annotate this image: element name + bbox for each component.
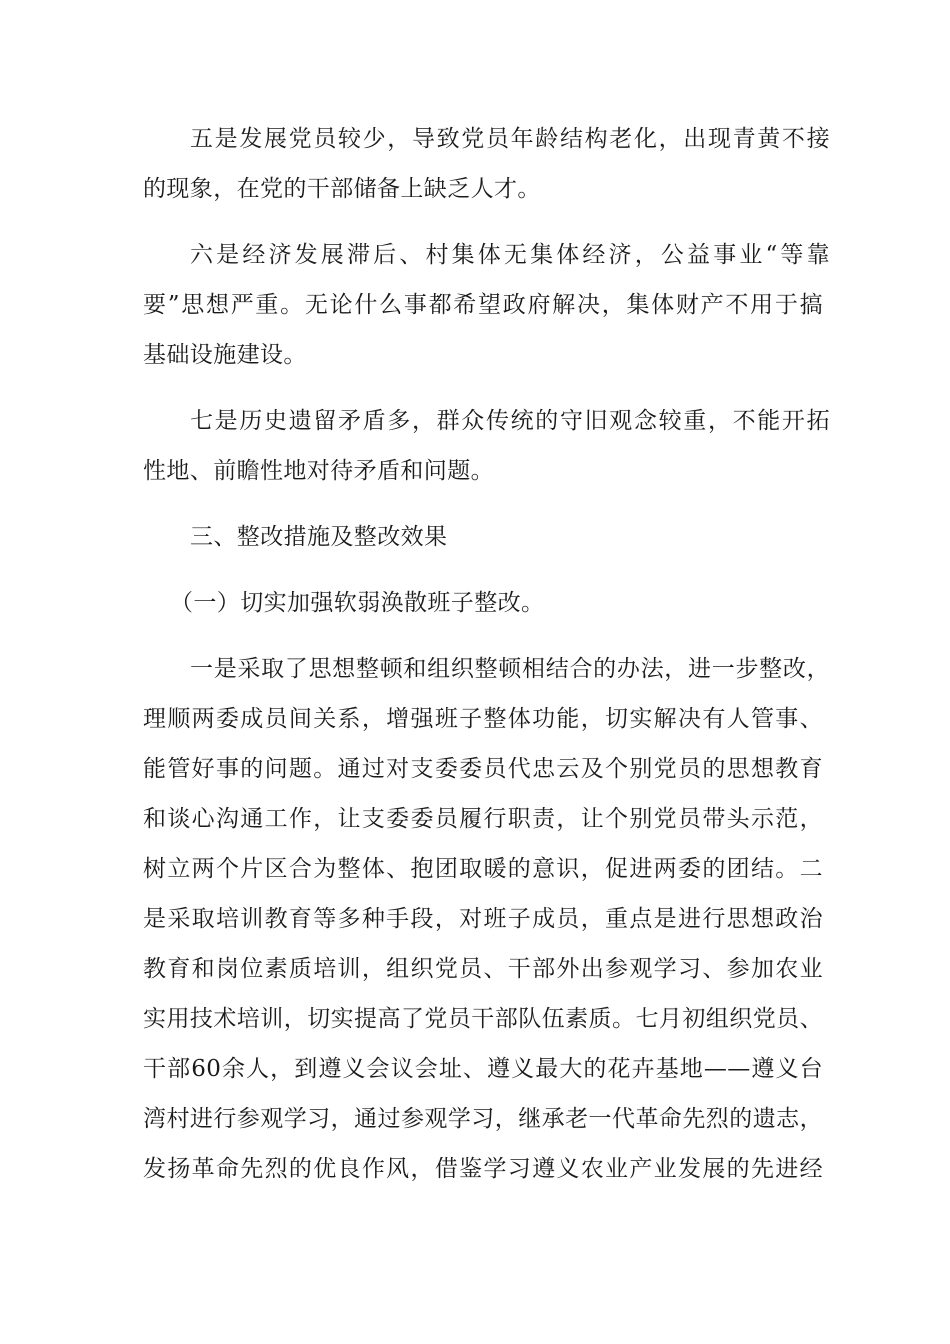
body-line-9: 干部60余人，到遵义会议会址、遵义最大的花卉基地——遵义台 [143, 1056, 823, 1082]
body-line-1: 一是采取了思想整顿和组织整顿相结合的办法，进一步整改， [190, 656, 830, 682]
paragraph-6-line-1: 六是经济发展滞后、村集体无集体经济，公益事业“等靠 [190, 242, 830, 268]
paragraph-7-line-1: 七是历史遗留矛盾多，群众传统的守旧观念较重，不能开拓 [190, 408, 830, 434]
body-line-5: 树立两个片区合为整体、抱团取暖的意识，促进两委的团结。二 [143, 856, 823, 882]
paragraph-5-line-2: 的现象，在党的干部储备上缺乏人才。 [143, 176, 541, 202]
body-line-11: 发扬革命先烈的优良作风，借鉴学习遵义农业产业发展的先进经 [143, 1156, 823, 1182]
section-heading-3: 三、整改措施及整改效果 [190, 524, 448, 550]
body-line-7: 教育和岗位素质培训，组织党员、干部外出参观学习、参加农业 [143, 956, 823, 982]
subsection-heading-1: （一）切实加强软弱涣散班子整改。 [170, 590, 545, 616]
paragraph-6-line-2: 要”思想严重。无论什么事都希望政府解决，集体财产不用于搞 [143, 292, 823, 318]
paragraph-7-line-2: 性地、前瞻性地对待矛盾和问题。 [143, 458, 494, 484]
body-line-2: 理顺两委成员间关系，增强班子整体功能，切实解决有人管事、 [143, 706, 823, 732]
body-line-8: 实用技术培训，切实提高了党员干部队伍素质。七月初组织党员、 [143, 1006, 823, 1032]
paragraph-6-line-3: 基础设施建设。 [143, 342, 307, 368]
paragraph-5-line-1: 五是发展党员较少，导致党员年龄结构老化，出现青黄不接 [190, 126, 830, 152]
body-line-6: 是采取培训教育等多种手段，对班子成员，重点是进行思想政治 [143, 906, 823, 932]
body-line-4: 和谈心沟通工作，让支委委员履行职责，让个别党员带头示范， [143, 806, 823, 832]
body-line-10: 湾村进行参观学习，通过参观学习，继承老一代革命先烈的遗志， [143, 1106, 823, 1132]
body-line-3: 能管好事的问题。通过对支委委员代忠云及个别党员的思想教育 [143, 756, 823, 782]
